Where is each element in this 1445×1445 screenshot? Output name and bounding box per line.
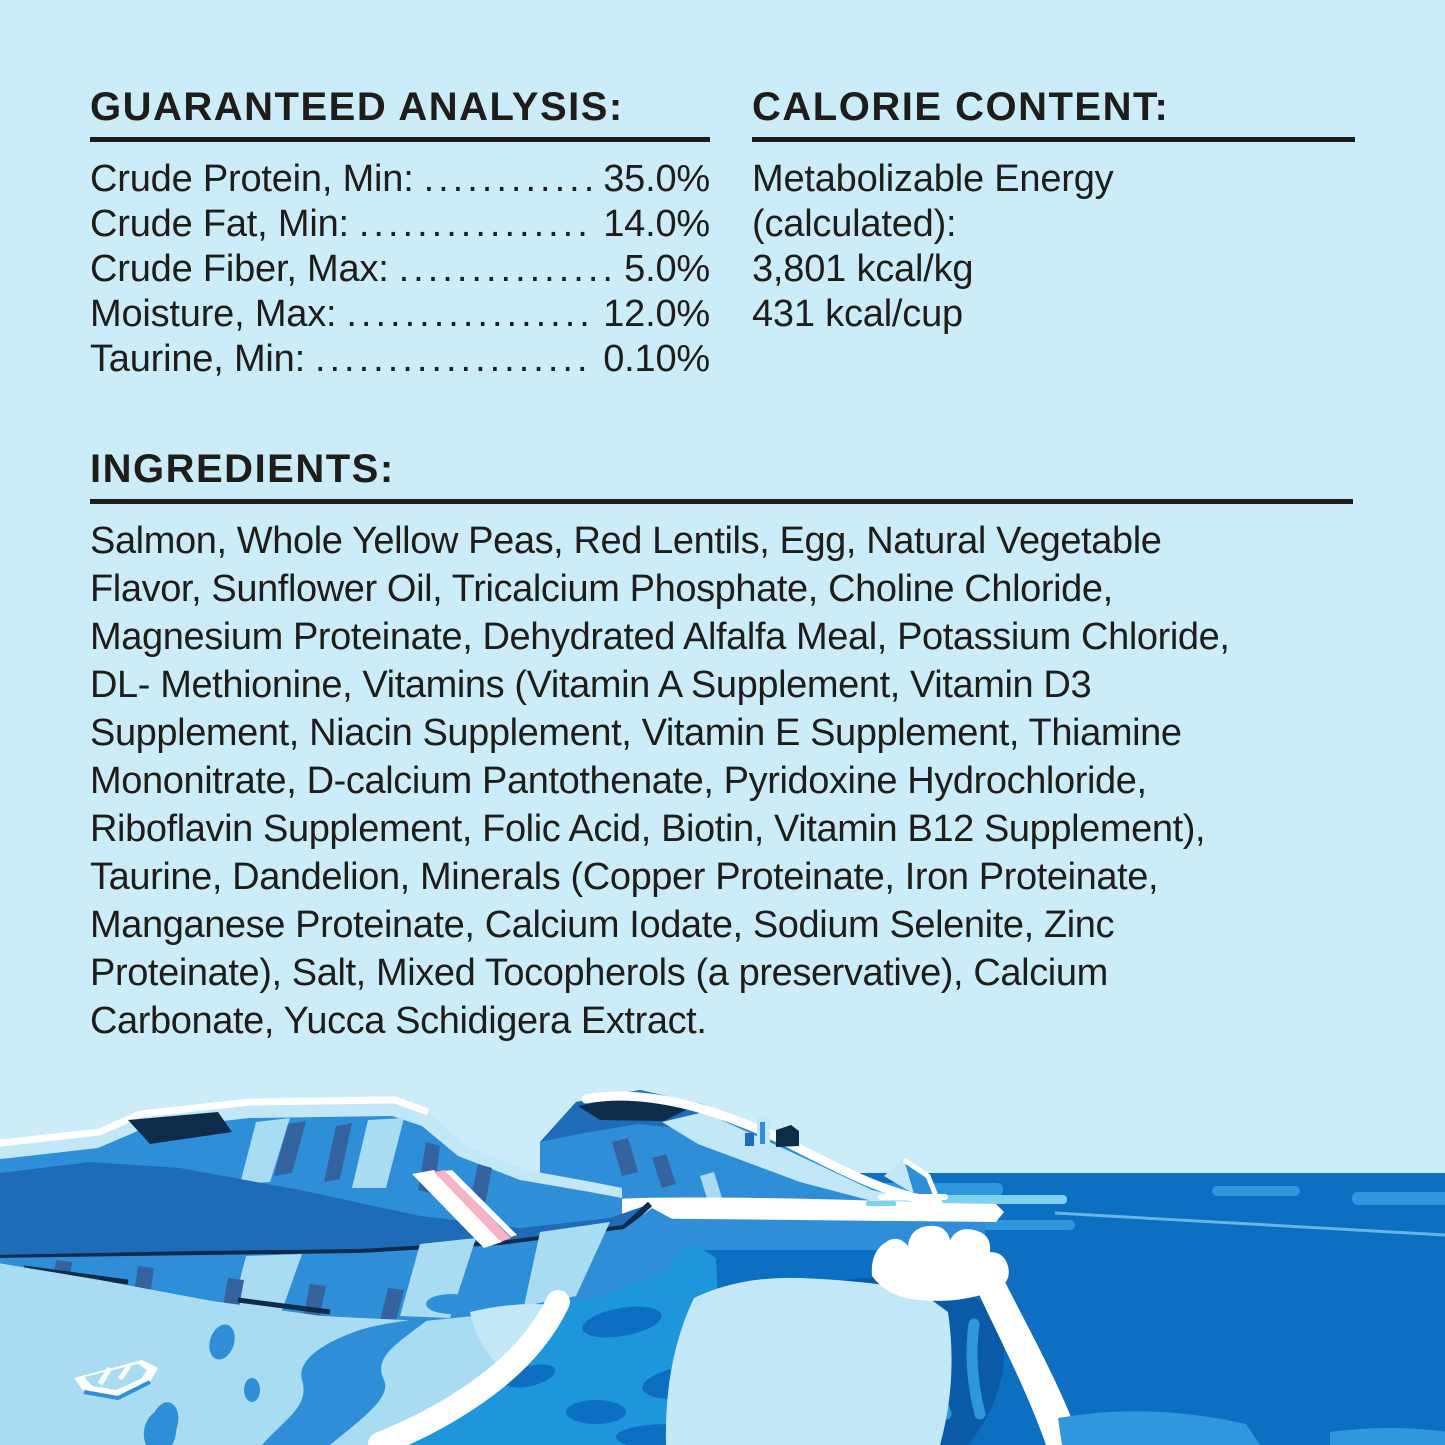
calorie-content-section — [752, 86, 1355, 337]
guaranteed-analysis-heading: GUARANTEED ANALYSIS: — [90, 86, 710, 142]
dot-leader — [399, 247, 615, 292]
ingredients-line: Manganese Proteinate, Calcium Iodate, Sodium Selenite, Zinc — [90, 904, 1115, 947]
analysis-row — [90, 337, 710, 382]
guaranteed-analysis-section — [90, 86, 710, 382]
ingredients-line: Mononitrate, D-calcium Pantothenate, Pyridoxine Hydrochloride, — [90, 760, 1147, 803]
analysis-row — [90, 292, 710, 337]
ingredients-line: Supplement, Niacin Supplement, Vitamin E Supplement, Thiamine — [90, 712, 1182, 755]
dot-leader — [359, 202, 593, 247]
foam-slab — [666, 1278, 952, 1445]
calorie-line: (calculated): — [752, 203, 957, 246]
analysis-label: Moisture, Max: — [90, 293, 337, 336]
calorie-line: 431 kcal/cup — [752, 293, 963, 336]
calorie-content-heading: CALORIE CONTENT: — [752, 86, 1355, 142]
dot-leader — [346, 292, 593, 337]
dot-leader — [424, 157, 594, 202]
ingredients-line: Magnesium Proteinate, Dehydrated Alfalfa Meal, Potassium Chloride, — [90, 616, 1230, 659]
ingredients-line: Taurine, Dandelion, Minerals (Copper Proteinate, Iron Proteinate, — [90, 856, 1159, 899]
guaranteed-analysis-table — [90, 157, 710, 382]
ingredients-line: Flavor, Sunflower Oil, Tricalcium Phosphate, Choline Chloride, — [90, 568, 1113, 611]
ingredients-body — [90, 517, 1353, 1045]
ingredients-line: Salmon, Whole Yellow Peas, Red Lentils, Egg, Natural Vegetable — [90, 520, 1162, 563]
analysis-value: 5.0% — [624, 248, 710, 291]
ingredients-line: Carbonate, Yucca Schidigera Extract. — [90, 1000, 707, 1043]
ingredients-heading: INGREDIENTS: — [90, 448, 1353, 504]
analysis-row — [90, 157, 710, 202]
ingredients-section — [90, 448, 1353, 1045]
calorie-content-body — [752, 157, 1355, 337]
analysis-value: 35.0% — [603, 158, 710, 201]
analysis-value: 12.0% — [603, 293, 710, 336]
analysis-label: Taurine, Min: — [90, 338, 305, 381]
analysis-label: Crude Protein, Min: — [90, 158, 414, 201]
analysis-value: 0.10% — [603, 338, 710, 381]
coastal-scene-illustration — [0, 1080, 1445, 1445]
dot-leader — [315, 337, 593, 382]
analysis-label: Crude Fiber, Max: — [90, 248, 389, 291]
calorie-line: 3,801 kcal/kg — [752, 248, 974, 291]
ingredients-line: Proteinate), Salt, Mixed Tocopherols (a preservative), Calcium — [90, 952, 1108, 995]
ingredients-line: DL- Methionine, Vitamins (Vitamin A Supplement, Vitamin D3 — [90, 664, 1092, 707]
analysis-label: Crude Fat, Min: — [90, 203, 349, 246]
calorie-line: Metabolizable Energy — [752, 158, 1114, 201]
analysis-row — [90, 202, 710, 247]
analysis-row — [90, 247, 710, 292]
analysis-value: 14.0% — [603, 203, 710, 246]
ingredients-line: Riboflavin Supplement, Folic Acid, Biotin, Vitamin B12 Supplement), — [90, 808, 1206, 851]
